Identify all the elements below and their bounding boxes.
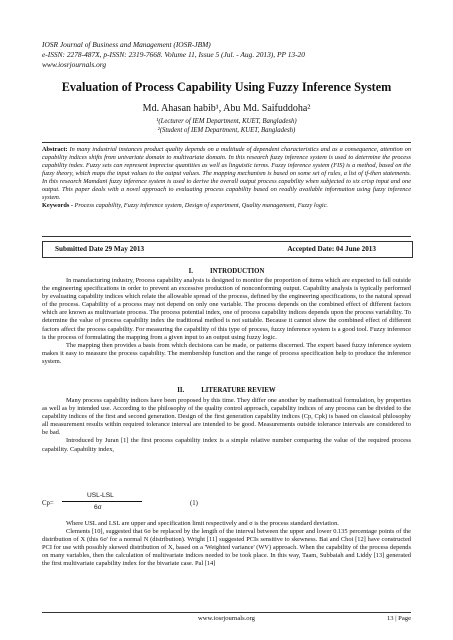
keywords <box>42 202 411 210</box>
literature-review-body <box>42 397 411 454</box>
equation-lhs: Cp= <box>42 500 54 507</box>
introduction-paragraph-2: The mapping then provides a basis from which decisions can be made, or patterns discerned. The expert based fuzzy inference system makes it easy to measure the process capability. The membership function and the range of process specification help to produce the inference system. <box>42 341 411 365</box>
fraction-bar <box>62 501 142 502</box>
equation-denominator: 6σ <box>94 504 102 511</box>
accepted-date: Accepted Date: 04 June 2013 <box>287 245 376 253</box>
submitted-date: Submitted Date 29 May 2013 <box>55 245 145 253</box>
section-heading-literature-review: II. LITERATURE REVIEW <box>177 387 276 394</box>
footer-url: www.iosrjournals.org <box>198 615 255 622</box>
journal-header <box>42 40 305 70</box>
abstract-top-rule <box>42 142 411 143</box>
post-equation-paragraph-1: Where USL and LSL are upper and specification limit respectively and σ is the process standard deviation. <box>66 520 339 527</box>
post-equation-body <box>42 520 411 569</box>
introduction-body <box>42 277 411 366</box>
post-equation-paragraph-2: Clements [10], suggested that 6σ be replaced by the length of the interval between the upper and lower 0.135 percentage points of the distribution of X (this 6σ' for a normal N (distribution). Wright [11] suggested PCIs sensitive to skewness. Bai and Choi [12] have constructed PCI for use with possibly skewed distribution of X, based on a 'Weighted variance' (WV) approach. When the capability of the process depends on many variables, then the calculation of multivariate indices needed to be took place. In this way, Taam, Subbaiah and Liddy [13] generated the first multivariate capability index for the bivariate case. Pal [14] <box>42 528 411 568</box>
equation-1 <box>42 492 411 518</box>
dates-box <box>42 241 413 258</box>
abstract-label: Abstract: <box>42 146 68 153</box>
abstract-bottom-rule <box>42 236 411 237</box>
journal-issn: e-ISSN: 2278-487X, p-ISSN: 2319-7668. Volume 11, Issue 5 (Jul. - Aug. 2013), PP 13-20 <box>42 50 305 59</box>
page-number: 13 | Page <box>386 615 411 622</box>
journal-name: IOSR Journal of Business and Management (IOSR-JBM) <box>42 40 211 49</box>
paper-authors: Md. Ahasan habib¹, Abu Md. Saifuddoha² <box>142 103 311 114</box>
equation-number: (1) <box>190 500 198 507</box>
abstract <box>42 146 411 210</box>
literature-paragraph-1: Many process capability indices have been proposed by this time. They differ one another by mathematical formulation, by properties as well as by intended use. According to the philosophy of the quality control approach, capability indices of any process can be divided to the capability indices of the first and second generation. Design of the first generation capability indices (Cp, Cpk) is based on classical philosophy all measurement results within required tolerance interval are intended to be good. Measurements outside tolerance intervals are considered to be bad. <box>42 397 411 437</box>
introduction-paragraph-1: In manufacturing industry, Process capability analysis is designed to monitor the proportion of items which are expected to fall outside the engineering specifications in order to prevent an excessive production of nonconforming output. Capability analysis is typically performed by evaluating capability indices which relate the allowable spread of the process, defined by the engineering specifications, to the natural spread of the process. Capability of a process may not depend on only one variable. The process depends on the combined effect of different factors which are known as multivariate process. The process potential index, one of process capability indices depends upon the process variability. To determine the value of process capability index the traditional method is not suitable. Because it cannot show the combined effect of different factors affect the process capability. For measuring the capability of this type of process, fuzzy inference system is a good tool. Fuzzy inference is the process of formulating the mapping from a given input to an output using fuzzy logic. <box>42 277 411 341</box>
keywords-label: Keywords - <box>42 202 73 209</box>
equation-numerator: USL-LSL <box>87 492 114 499</box>
paper-title: Evaluation of Process Capability Using Fuzzy Inference System <box>61 80 392 94</box>
literature-paragraph-2: Introduced by Juran [1] the first process capability index is a simple relative number comparing the value of the required process capability. Capability index, <box>42 437 411 453</box>
journal-site: www.iosrjournals.org <box>42 60 107 69</box>
section-heading-introduction: I. INTRODUCTION <box>188 268 265 275</box>
author-affiliations <box>30 118 423 135</box>
keywords-text: Process capability, Fuzzy inference system, Design of experiment, Quality management, Fuzzy logic. <box>74 202 328 209</box>
abstract-text: In many industrial instances product quality depends on a multitude of dependent characteristics and as a consequence, attention on capability indices shifts from univariate domain to multivariate domain. In this research fuzzy inference system is used to determine the process capability index. Fuzzy sets can represent imprecise quantities as well as linguistic terms. Fuzzy inference system (FIS) is a method, based on the fuzzy theory, which maps the input values to the output values. The mapping mechanism is based on some set of rules, a list of if-then statements. In this research Mamdani fuzzy inference system is used to derive the overall output process capability when subjected to six crisp input and one output. This paper deals with a novel approach to evaluating process capability based on readily available information using fuzzy inference system. <box>42 146 411 201</box>
footer-rule <box>42 612 411 613</box>
affiliation-1: ¹(Lecturer of IEM Department, KUET, Bangladesh) <box>156 118 297 125</box>
affiliation-2: ²(Student of IEM Department, KUET, Bangladesh) <box>157 126 296 134</box>
